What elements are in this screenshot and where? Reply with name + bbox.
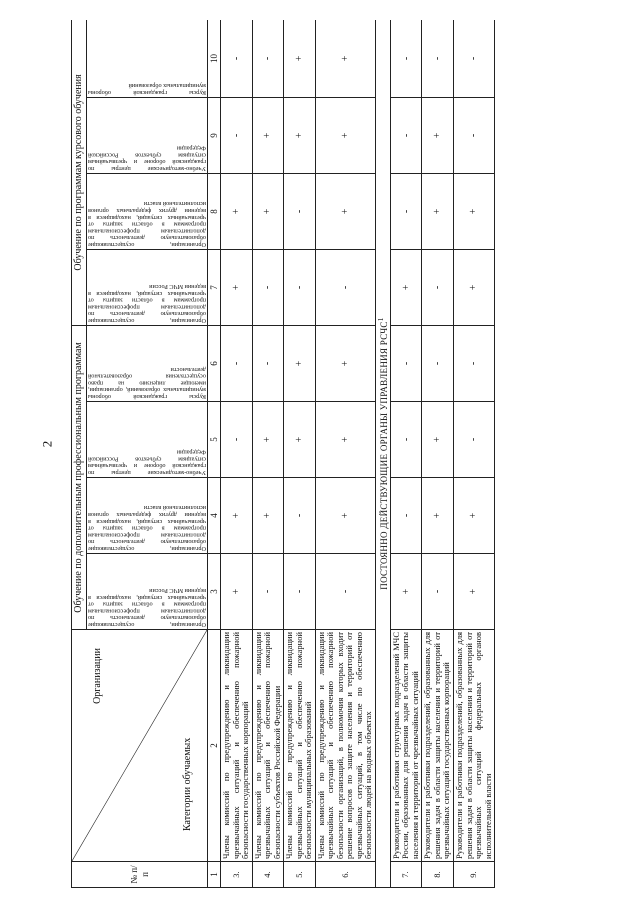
col-number: 5 bbox=[208, 402, 221, 478]
row-mark: - bbox=[390, 20, 422, 97]
row-mark: + bbox=[284, 97, 316, 173]
row-mark: - bbox=[315, 249, 375, 325]
table-row bbox=[221, 20, 253, 888]
page-number: 2 bbox=[39, 440, 55, 448]
row-mark: - bbox=[453, 97, 494, 173]
header-col-text: Организации, осуществляющие образовательную деятельность по дополнительным профессиональным программам в области защиты от чрезвычайных ситуаций, находящиеся в ведении МЧС России bbox=[88, 586, 206, 628]
row-mark: - bbox=[252, 554, 284, 630]
row-mark: - bbox=[221, 20, 253, 97]
row-mark: - bbox=[422, 20, 454, 97]
col-number: 8 bbox=[208, 173, 221, 249]
row-mark: + bbox=[315, 97, 375, 173]
col-number: 6 bbox=[208, 325, 221, 401]
row-mark: - bbox=[221, 402, 253, 478]
header-col-9 bbox=[87, 97, 208, 173]
row-mark: + bbox=[221, 478, 253, 554]
row-mark: + bbox=[390, 249, 422, 325]
row-mark: - bbox=[390, 97, 422, 173]
row-mark: - bbox=[453, 325, 494, 401]
row-mark: - bbox=[422, 554, 454, 630]
row-mark: + bbox=[315, 173, 375, 249]
section-footnote: 1 bbox=[375, 317, 385, 322]
row-mark: + bbox=[252, 402, 284, 478]
row-category: Руководители и работники структурных подразделений МЧС России, образованных для решения задач в области защиты населения и территорий от чрезвычайных ситуаций bbox=[390, 630, 422, 862]
col-number: 4 bbox=[208, 478, 221, 554]
row-mark: - bbox=[315, 554, 375, 630]
row-mark: + bbox=[453, 478, 494, 554]
row-category: Члены комиссий по предупреждению и ликвидации чрезвычайных ситуаций и обеспечению пожарной безопасности муниципальных образований bbox=[284, 630, 316, 862]
header-col-text: Курсы гражданской обороны муниципальных образований, организации, имеющие лицензию на право осуществления образовательной деятельности bbox=[88, 365, 206, 400]
header-col-text: Учебно-методические центры по гражданской обороне и чрезвычайным ситуациям субъектов Российской Федерации bbox=[88, 448, 206, 476]
header-col-text: Курсы гражданской обороны муниципальных образований bbox=[88, 82, 206, 96]
row-mark: - bbox=[252, 325, 284, 401]
row-mark: - bbox=[453, 402, 494, 478]
row-mark: - bbox=[284, 173, 316, 249]
row-mark: - bbox=[252, 20, 284, 97]
table-row bbox=[284, 20, 316, 888]
rotated-page bbox=[71, 20, 626, 888]
row-mark: + bbox=[422, 97, 454, 173]
row-mark: - bbox=[221, 97, 253, 173]
col-number: 3 bbox=[208, 554, 221, 630]
row-category: Члены комиссий по предупреждению и ликвидации чрезвычайных ситуаций и обеспечению пожарной безопасности субъектов Российской Федерации bbox=[252, 630, 284, 862]
header-group-row bbox=[72, 20, 87, 888]
row-mark: - bbox=[252, 249, 284, 325]
header-corner bbox=[72, 630, 208, 862]
section-row-group bbox=[375, 20, 390, 888]
row-mark: + bbox=[453, 173, 494, 249]
header-no: № п/п bbox=[72, 862, 208, 888]
header-categories: Категории обучаемых bbox=[181, 737, 193, 831]
row-mark: + bbox=[284, 402, 316, 478]
row-mark: - bbox=[284, 478, 316, 554]
table-row bbox=[422, 20, 454, 888]
section-row bbox=[375, 20, 390, 888]
col-number: 9 bbox=[208, 97, 221, 173]
header-group-dpp: Обучение по дополнительным профессиональным программам bbox=[72, 325, 87, 629]
row-number: 8. bbox=[422, 862, 454, 888]
row-number: 7. bbox=[390, 862, 422, 888]
row-mark: - bbox=[390, 325, 422, 401]
header-col-text: Организации, осуществляющие образовательную деятельность по дополнительным профессиональным программам в области защиты от чрезвычайных ситуаций, находящиеся в ведении других федеральных органов исполнительной власти bbox=[88, 200, 206, 248]
row-mark: + bbox=[422, 478, 454, 554]
col-number: 10 bbox=[208, 20, 221, 97]
header-col-7 bbox=[87, 249, 208, 325]
column-number-row bbox=[208, 20, 221, 888]
col-number: 1 bbox=[208, 862, 221, 888]
row-mark: - bbox=[284, 554, 316, 630]
table-row bbox=[252, 20, 284, 888]
row-mark: + bbox=[221, 249, 253, 325]
row-number: 4. bbox=[252, 862, 284, 888]
table-row bbox=[315, 20, 375, 888]
row-mark: + bbox=[315, 20, 375, 97]
table-body-commissions bbox=[221, 20, 376, 888]
row-mark: - bbox=[390, 402, 422, 478]
header-col-5 bbox=[87, 402, 208, 478]
row-mark: + bbox=[315, 325, 375, 401]
row-number: 6. bbox=[315, 862, 375, 888]
row-number: 5. bbox=[284, 862, 316, 888]
header-group-kurs: Обучение по программам курсового обучения bbox=[72, 20, 87, 325]
row-mark: + bbox=[453, 249, 494, 325]
training-table bbox=[71, 20, 495, 888]
row-mark: + bbox=[284, 325, 316, 401]
row-category: Руководители и работники подразделений, образованных для решения задач в области защиты населения и территорий от чрезвычайных ситуаций федеральных органов исполнительной власти bbox=[453, 630, 494, 862]
row-mark: + bbox=[252, 478, 284, 554]
row-mark: + bbox=[221, 173, 253, 249]
header-col-6 bbox=[87, 325, 208, 401]
row-mark: - bbox=[453, 20, 494, 97]
col-number: 2 bbox=[208, 630, 221, 862]
row-mark: + bbox=[422, 402, 454, 478]
row-mark: + bbox=[315, 478, 375, 554]
row-category: Руководители и работники подразделений, образованных для решения задач в области защиты населения и территорий от чрезвычайных ситуаций государственных корпораций bbox=[422, 630, 454, 862]
header-col-3 bbox=[87, 554, 208, 630]
table-row bbox=[453, 20, 494, 888]
header-col-8 bbox=[87, 173, 208, 249]
header-col-text: Учебно-методические центры по гражданской обороне и чрезвычайным ситуациям субъектов Российской Федерации bbox=[88, 144, 206, 172]
row-mark: + bbox=[422, 173, 454, 249]
row-mark: - bbox=[284, 249, 316, 325]
header-col-10 bbox=[87, 20, 208, 97]
header-organizations: Организации bbox=[92, 648, 103, 704]
section-title-text: ПОСТОЯННО ДЕЙСТВУЮЩИЕ ОРГАНЫ УПРАВЛЕНИЯ РСЧС bbox=[378, 321, 389, 590]
header-col-4 bbox=[87, 478, 208, 554]
table-body-management bbox=[390, 20, 494, 888]
row-mark: - bbox=[390, 478, 422, 554]
row-mark: + bbox=[453, 554, 494, 630]
row-mark: + bbox=[390, 554, 422, 630]
row-number: 9. bbox=[453, 862, 494, 888]
col-number: 7 bbox=[208, 249, 221, 325]
row-category: Члены комиссий по предупреждению и ликвидации чрезвычайных ситуаций и обеспечению пожарной безопасности организаций, в полномочия которых входит решение вопросов по защите населения и территорий от чрезвычайных ситуаций, в том числе по обеспечению безопасности людей на водных объектах bbox=[315, 630, 375, 862]
header-col-text: Организации, осуществляющие образовательную деятельность по дополнительным профессиональным программам в области защиты от чрезвычайных ситуаций, находящиеся в ведении МЧС России bbox=[88, 282, 206, 324]
row-mark: + bbox=[252, 173, 284, 249]
table-row bbox=[390, 20, 422, 888]
row-mark: - bbox=[422, 325, 454, 401]
row-mark: + bbox=[221, 554, 253, 630]
row-number: 3. bbox=[221, 862, 253, 888]
section-title bbox=[375, 20, 390, 888]
row-mark: - bbox=[422, 249, 454, 325]
row-mark: + bbox=[315, 402, 375, 478]
row-category: Члены комиссий по предупреждению и ликвидации чрезвычайных ситуаций и обеспечению пожарной безопасности государственных корпораций bbox=[221, 630, 253, 862]
row-mark: + bbox=[284, 20, 316, 97]
header-col-text: Организации, осуществляющие образовательную деятельность по дополнительным профессиональным программам в области защиты от чрезвычайных ситуаций, находящиеся в ведении других федеральных органов исполнительной власти bbox=[88, 504, 206, 552]
row-mark: - bbox=[221, 325, 253, 401]
row-mark: + bbox=[252, 97, 284, 173]
row-mark: - bbox=[390, 173, 422, 249]
